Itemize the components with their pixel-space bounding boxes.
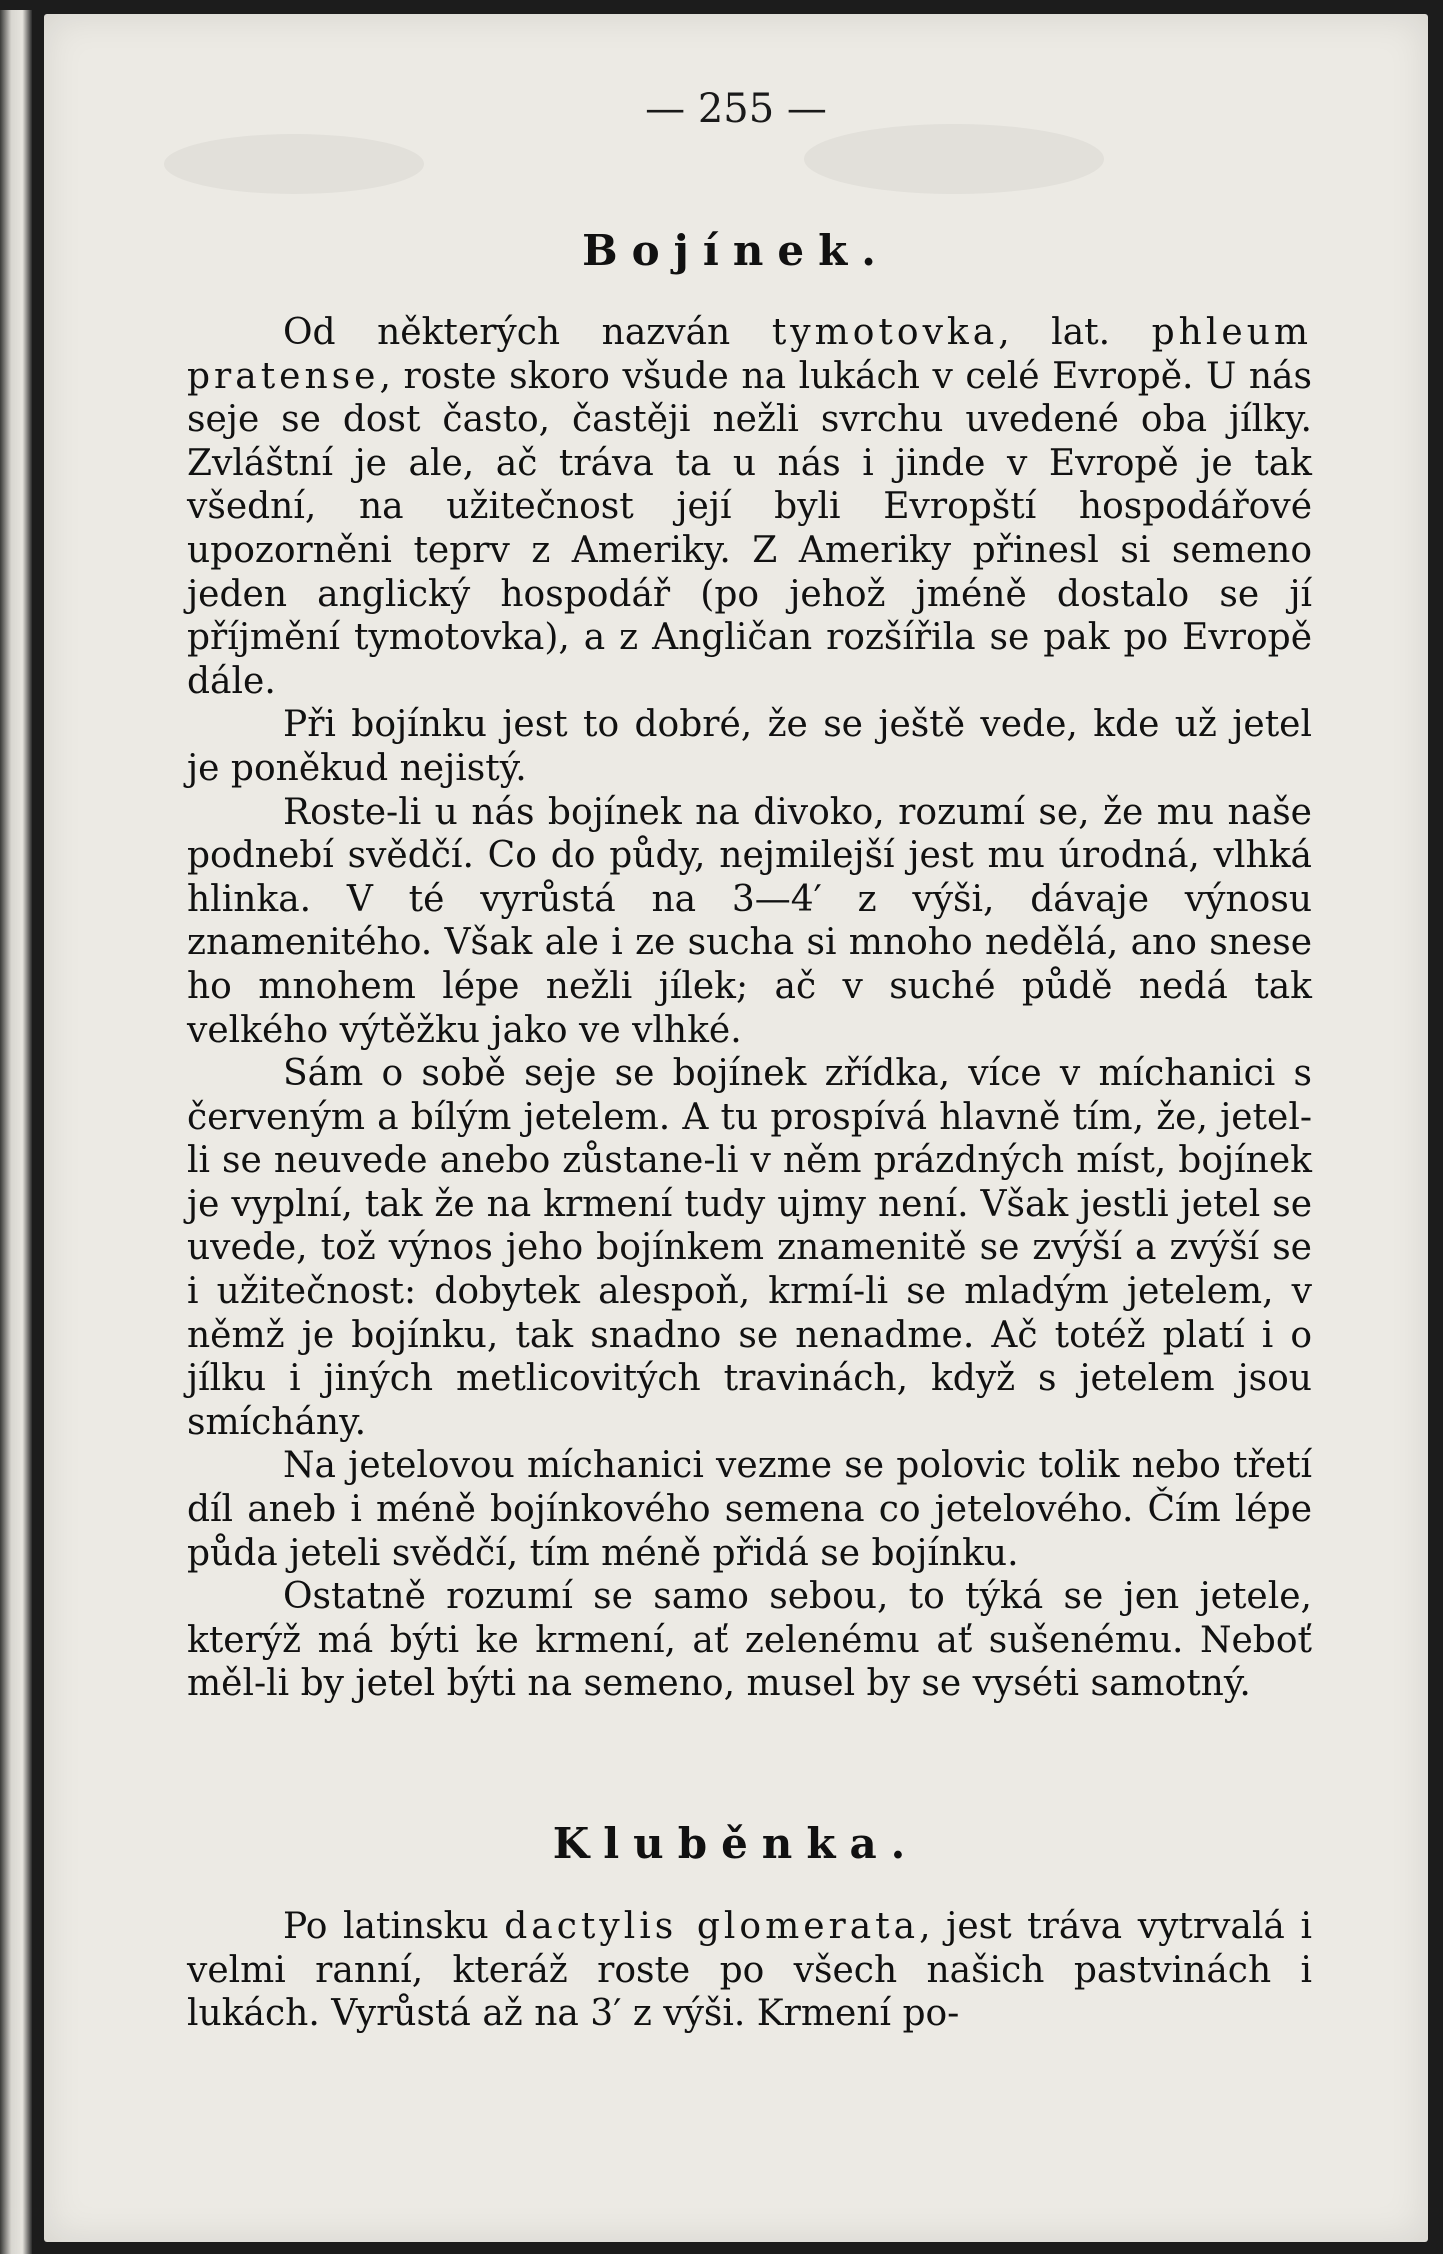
paragraph: Sám o sobě seje se bojínek zřídka, více v míchanici s červeným a bílým jetelem. A tu prospívá hlavně tím, že, jetel-li se neuvede anebo zůstane-li v něm prázdných míst, bojínek je vyplní, tak že na krmení tudy ujmy není. Však jestli jetel se uvede, tož výnos jeho bojínkem znamenitě se zvýší a zvýší se i užitečnost: dobytek alespoň, krmí-li se mladým jetelem, v němž je bojínku, tak snadno se nenadme. Ač totéž platí i o jílku i jiných metlicovitých travinách, když s jetelem jsou smíchány. bbox=[187, 1053, 1312, 1443]
paragraph bbox=[187, 311, 1312, 703]
emphasis-latin-name: phleum pratense bbox=[187, 312, 1313, 397]
paragraph-text: , jest tráva vytrvalá i velmi ranní, kteráž roste po všech našich pastvinách i lukách. Vyrůstá až na 3′ z výši. Krmení po- bbox=[187, 1906, 1312, 2035]
adjacent-page-edge bbox=[0, 10, 32, 2254]
section-body-bojinek bbox=[187, 311, 1312, 1706]
print-smudge bbox=[164, 134, 424, 194]
page-number: — 255 — bbox=[645, 86, 827, 132]
paragraph-text: , lat. bbox=[998, 312, 1152, 353]
emphasis-common-name: tymotovka bbox=[771, 312, 999, 353]
paragraph-text: , roste skoro všude na lukách v celé Evropě. U nás seje se dost často, častěji nežli svrchu uvedené oba jílky. Zvláštní je ale, ač tráva ta u nás i jinde v Evropě je tak všední, na užitečnost její byli Evropští hospodářové upozorněni teprv z Ameriky. Z Ameriky přinesl si semeno jeden anglický hospodář (po jehož jméně dostalo se jí příjmění tymotovka), a z Angličan rozšířila se pak po Evropě dále. bbox=[187, 355, 1312, 702]
book-page bbox=[44, 14, 1428, 2242]
paragraph-text: Od některých nazván bbox=[283, 312, 772, 353]
section-body-klubenka bbox=[187, 1905, 1312, 2036]
emphasis-latin-name: dactylis glomerata bbox=[504, 1906, 920, 1947]
paragraph-text: Po latinsku bbox=[283, 1906, 505, 1947]
section-title-klubenka: Kluběnka. bbox=[552, 1819, 920, 1868]
paragraph: Ostatně rozumí se samo sebou, to týká se jen jetele, kterýž má býti ke krmení, ať zelenému ať sušenému. Neboť měl-li by jetel býti na semeno, musel by se vyséti samotný. bbox=[187, 1576, 1312, 1705]
print-smudge bbox=[804, 124, 1104, 194]
paragraph: Při bojínku jest to dobré, že se ještě vede, kde už jetel je poněkud nejistý. bbox=[187, 704, 1312, 789]
paragraph: Roste-li u nás bojínek na divoko, rozumí se, že mu naše podnebí svědčí. Co do půdy, nejmilejší jest mu úrodná, vlhká hlinka. V té vyrůstá na 3—4′ z výši, dávaje výnosu znamenitého. Však ale i ze sucha si mnoho nedělá, ano snese ho mnohem lépe nežli jílek; ač v suché půdě nedá tak velkého výtěžku jako ve vlhké. bbox=[187, 791, 1312, 1051]
paragraph: Na jetelovou míchanici vezme se polovic tolik nebo třetí díl aneb i méně bojínkového semena co jetelového. Čím lépe půda jeteli svědčí, tím méně přidá se bojínku. bbox=[187, 1445, 1312, 1574]
section-title-bojinek: Bojínek. bbox=[582, 226, 890, 275]
paragraph bbox=[187, 1905, 1312, 2036]
